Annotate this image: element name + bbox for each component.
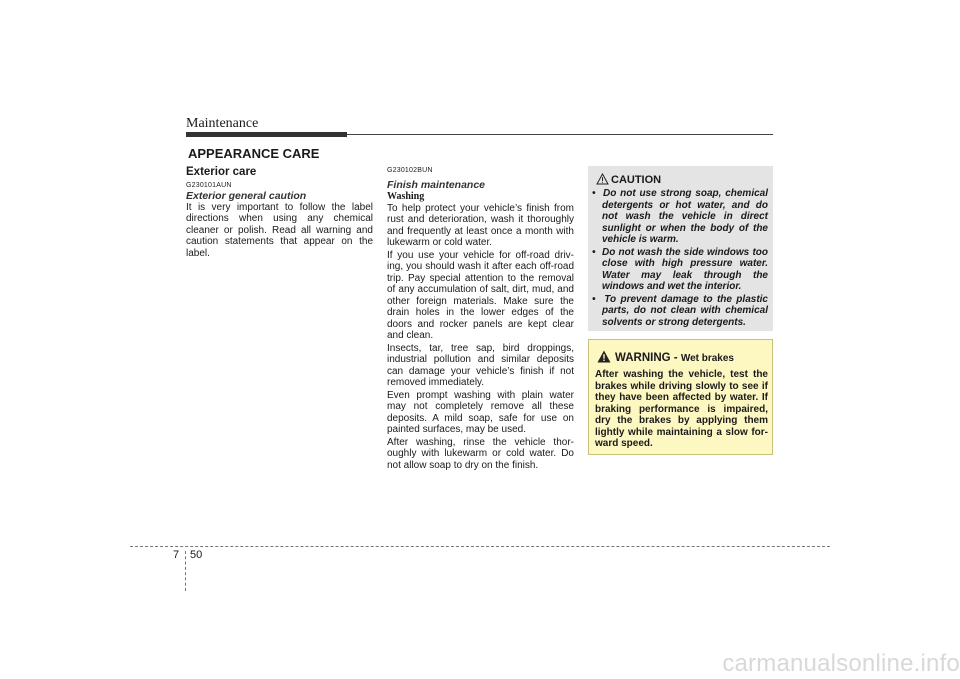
- section-title: APPEARANCE CARE: [188, 146, 320, 161]
- exterior-caution-text: It is very important to follow the label directions when using any chemical cleaner or polish. Read all warning and caution statements that appear on the label.: [186, 201, 373, 259]
- header-rule-thick: [186, 132, 347, 137]
- caution-item: • To prevent damage to the plastic parts, do not clean with chemical solvents or strong detergents.: [592, 293, 768, 328]
- page-number: 50: [190, 549, 203, 561]
- section-code: G230102BUN: [387, 167, 433, 174]
- caution-list: [588, 188, 768, 329]
- caution-item: • Do not use strong soap, chemical detergents or hot water, and do not wash the vehicle in direct sunlight or when the body of the vehicle is warm.: [592, 188, 768, 245]
- caution-title: CAUTION: [611, 174, 662, 186]
- warning-text: After washing the vehicle, test the brakes while driving slowly to see if they have been affected by water. If braking performance is impaired, dry the brakes by applying them lightly while maintaining a slow for-ward speed.: [595, 369, 768, 449]
- paragraph: Even prompt washing with plain water may not completely remove all these deposits. A mild soap, safe for use on painted surfaces, may be used.: [387, 389, 574, 435]
- finish-maintenance-subheading: Finish maintenance: [387, 179, 486, 191]
- chapter-number: 7: [173, 549, 180, 561]
- paragraph: If you use your vehicle for off-road driv-ing, you should wash it after each off-road trip. Pay special attention to the removal of any accumulation of salt, dirt, mud, and other foreign materials. Make sure the drain holes in the lower edges of the doors and rocker panels are kept clear and clean.: [387, 249, 574, 341]
- caution-item-text: Do not wash the side windows too close with high pressure water. Water may leak through the windows and wet the interior.: [601, 246, 768, 292]
- paragraph: Insects, tar, tree sap, bird droppings, industrial pollution and similar deposits can damage your vehicle’s finish if not removed immediately.: [387, 342, 574, 388]
- warning-title: WARNING -: [615, 352, 678, 364]
- exterior-caution-subheading: Exterior general caution: [186, 189, 307, 202]
- left-column: [186, 167, 373, 260]
- middle-column: [387, 167, 574, 472]
- warning-box: [588, 339, 773, 455]
- exterior-care-heading: Exterior care: [186, 166, 257, 178]
- caution-item: • Do not wash the side windows too close with high pressure water. Water may leak through the windows and wet the interior.: [592, 246, 768, 292]
- caution-item-text: Do not use strong soap, chemical detergents or hot water, and do not wash the vehicle in direct sunlight or when the body of the vehicle is warm.: [602, 188, 768, 245]
- footer-rule: [130, 546, 830, 547]
- watermark-text: carmanualsonline.info: [722, 650, 960, 677]
- chapter-title: Maintenance: [186, 116, 259, 131]
- caution-header: [596, 173, 661, 186]
- paragraph: To help protect your vehicle’s finish from rust and deterioration, wash it thoroughly and frequently at least once a month with lukewarm or cold water.: [387, 202, 574, 248]
- paragraph: After washing, rinse the vehicle thor-oughly with lukewarm or cold water. Do not allow soap to dry on the finish.: [387, 436, 574, 471]
- section-code: G230101AUN: [186, 181, 232, 189]
- warning-header: [597, 350, 734, 364]
- warning-triangle-icon: [597, 350, 611, 363]
- caution-box: [588, 166, 773, 331]
- caution-triangle-icon: [596, 173, 609, 185]
- warning-subtitle: Wet brakes: [680, 353, 734, 364]
- header-rule-thin: [347, 134, 773, 135]
- caution-item-text: To prevent damage to the plastic parts, do not clean with chemical solvents or strong detergents.: [602, 293, 768, 328]
- washing-run-in: Washing: [387, 191, 425, 202]
- footer-vertical-rule: [185, 551, 186, 591]
